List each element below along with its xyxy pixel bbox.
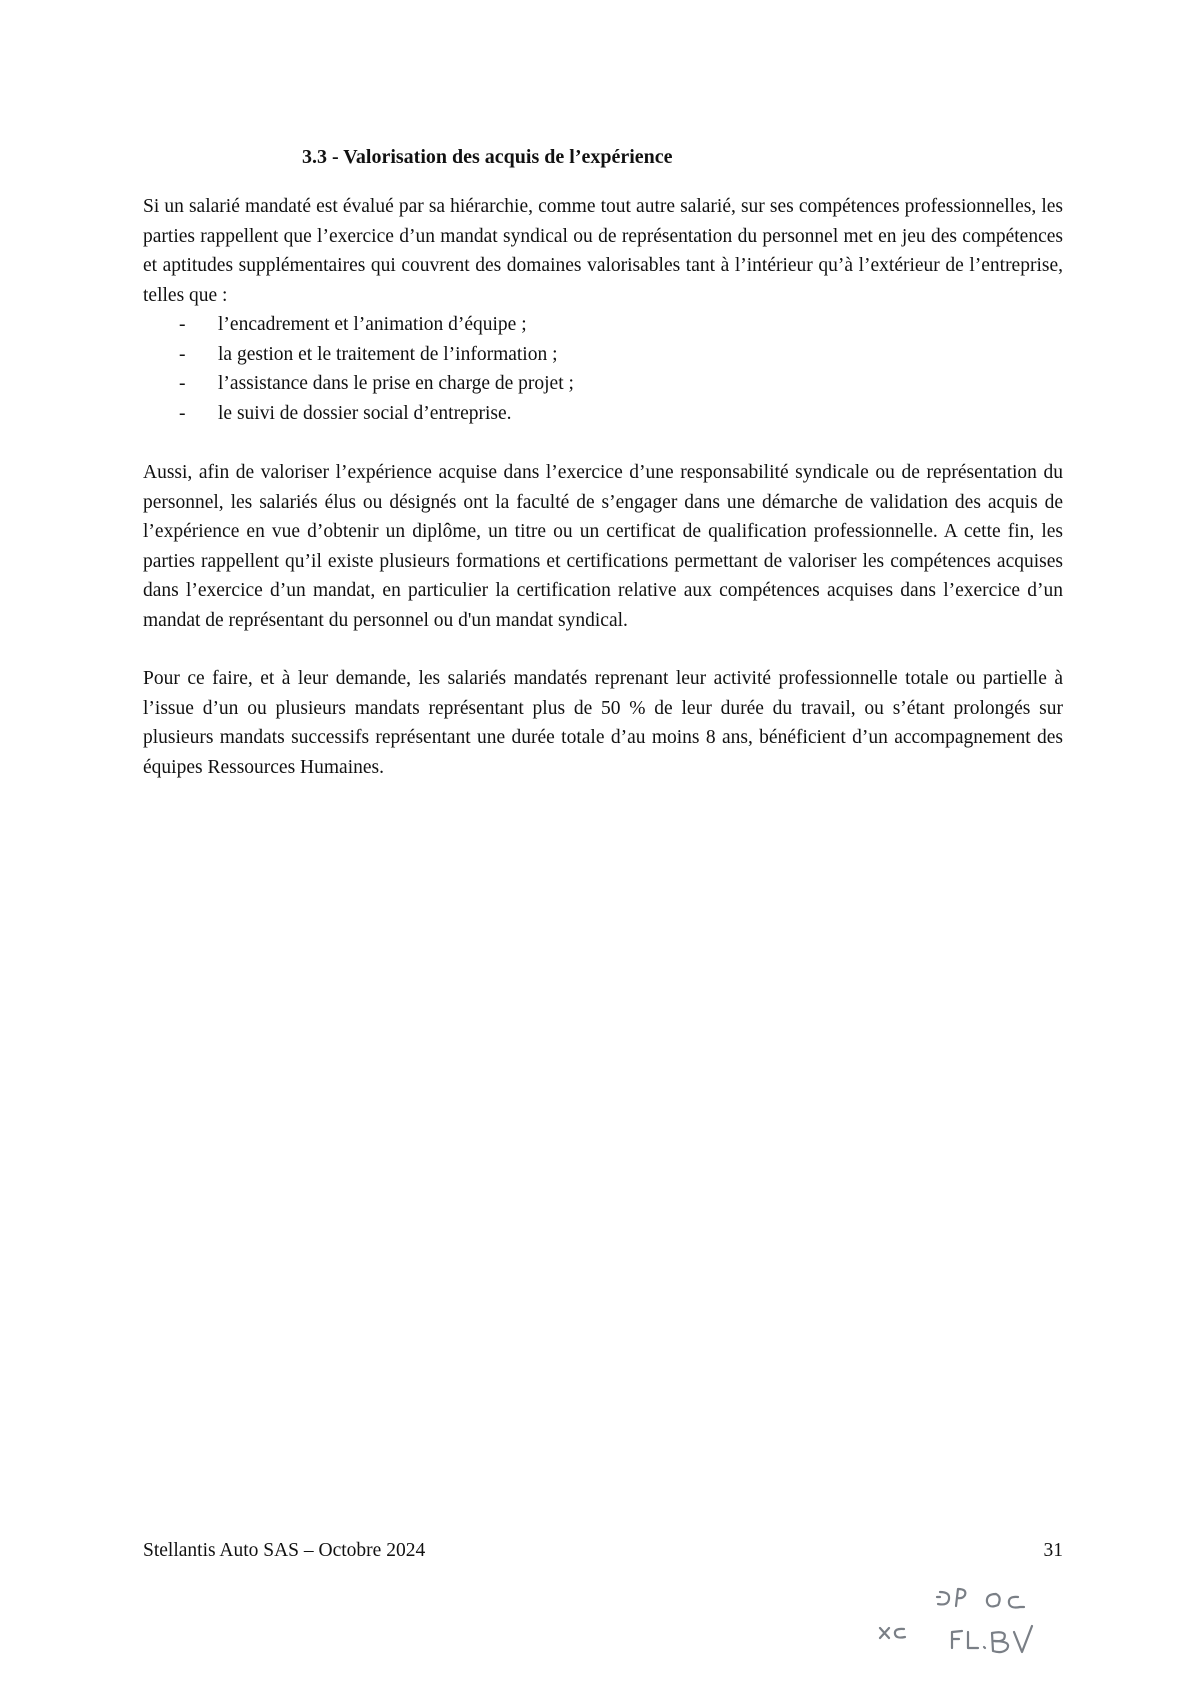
list-item-text: la gestion et le traitement de l’information ; — [218, 343, 558, 365]
list-item — [143, 399, 1063, 429]
paragraph-1: Si un salarié mandaté est évalué par sa hiérarchie, comme tout autre salarié, sur ses compétences professionnelles, les parties rappellent que l’exercice d’un mandat syndical ou de représentation du personnel met en jeu des compétences et aptitudes supplémentaires qui couvrent des domaines valorisables tant à l’intérieur qu’à l’extérieur de l’entreprise, telles que : — [143, 196, 1063, 306]
list-item — [143, 310, 1063, 340]
list-item — [143, 340, 1063, 370]
section-heading: 3.3 - Valorisation des acquis de l’expérience — [302, 146, 673, 168]
paragraph-2: Aussi, afin de valoriser l’expérience acquise dans l’exercice d’une responsabilité syndicale ou de représentation du personnel, les salariés élus ou désignés ont la faculté de s’engager dans une démarche de validation des acquis de l’expérience en vue d’obtenir un diplôme, un titre ou un certificat de qualification professionnelle. A cette fin, les parties rappellent qu’il existe plusieurs formations et certifications permettant de valoriser les compétences acquises dans l’exercice d’un mandat, en particulier la certification relative aux compétences acquises dans l’exercice d’un mandat de représentant du personnel ou d'un mandat syndical. — [143, 462, 1063, 631]
list-item-text: l’assistance dans le prise en charge de projet ; — [218, 373, 574, 394]
paragraph-3: Pour ce faire, et à leur demande, les salariés mandatés reprenant leur activité professionnelle totale ou partielle à l’issue d’un ou plusieurs mandats représentant plus de 50 % de leur durée du travail, ou s’étant prolongés sur plusieurs mandats successifs représentant une durée totale d’au moins 8 ans, bénéficient d’un accompagnement des équipes Ressources Humaines. — [143, 668, 1063, 778]
handwritten-initials — [870, 1580, 1060, 1660]
list-item-text: le suivi de dossier social d’entreprise. — [218, 402, 512, 424]
footer-company-date: Stellantis Auto SAS – Octobre 2024 — [143, 1540, 426, 1561]
footer-page-number: 31 — [1043, 1540, 1063, 1561]
list-item-text: l’encadrement et l’animation d’équipe ; — [218, 314, 527, 335]
list-item — [143, 369, 1063, 399]
list-bullet: - — [179, 343, 186, 365]
skills-list — [143, 310, 1063, 428]
list-bullet: - — [179, 373, 186, 394]
list-bullet: - — [179, 402, 186, 424]
list-bullet: - — [179, 314, 186, 335]
